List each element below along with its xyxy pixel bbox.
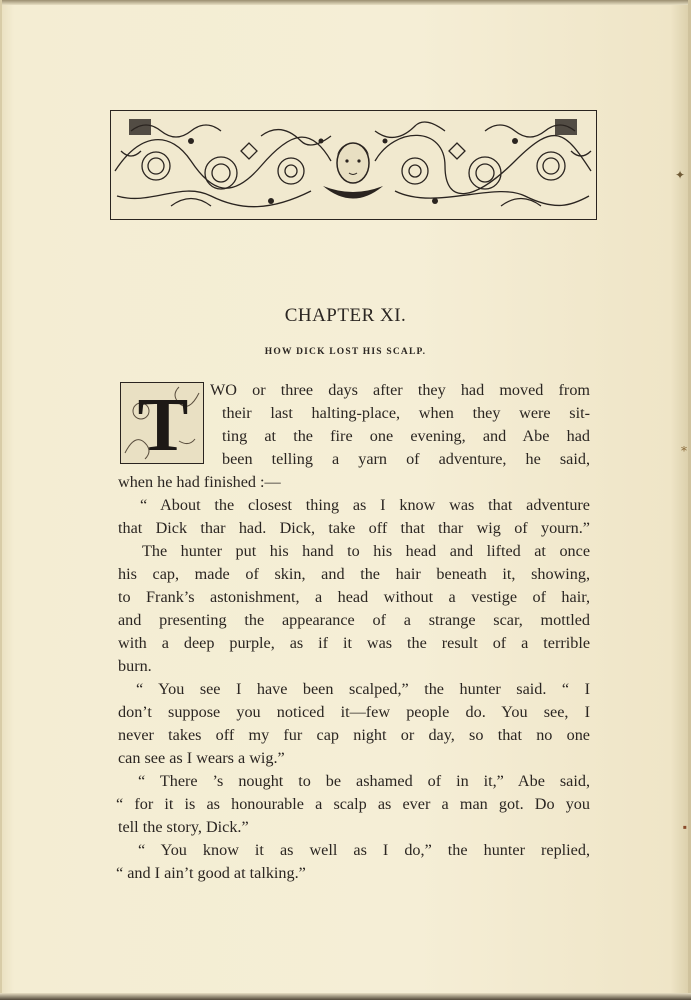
text-line: WO or three days after they had moved from (210, 381, 590, 399)
text-line: to Frank’s astonishment, a head without a vestige of hair, (118, 588, 590, 606)
page-bottom-edge (0, 993, 691, 1000)
dropcap-initial (120, 382, 204, 467)
dropcap-letter: T (137, 383, 189, 467)
margin-mark: ⁎ (681, 440, 687, 454)
chapter-heading: CHAPTER XI. (284, 305, 407, 326)
margin-mark: ▪ (682, 820, 687, 834)
text-line: “ There ’s nought to be ashamed of in it,” Abe said, (138, 772, 590, 790)
text-line: “ About the closest thing as I know was that adventure (140, 496, 590, 514)
chapter-subtitle: HOW DICK LOST HIS SCALP. (264, 347, 427, 357)
text-line: don’t suppose you noticed it—few people do. You see, I (118, 703, 590, 721)
text-line: never takes off my fur cap night or day, so that no one (118, 726, 590, 744)
text-line: when he had finished :— (118, 473, 281, 491)
margin-mark: ✦ (674, 168, 685, 182)
page-top-edge (0, 0, 691, 5)
text-line: tell the story, Dick.” (118, 818, 249, 836)
text-line: and presenting the appearance of a strange scar, mottled (118, 611, 590, 629)
text-line: burn. (118, 657, 152, 675)
page-left-edge (0, 0, 2, 1000)
text-line: “ and I ain’t good at talking.” (116, 864, 306, 882)
text-line: that Dick thar had. Dick, take off that thar wig of yourn.” (118, 519, 590, 537)
text-line: “ You know it as well as I do,” the hunter replied, (138, 841, 590, 859)
text-line: “ for it is as honourable a scalp as ever a man got. Do you (116, 795, 590, 813)
ornamental-headpiece (110, 110, 597, 220)
text-line: can see as I wears a wig.” (118, 749, 285, 767)
scrollwork-illustration (111, 111, 595, 218)
text-line: “ You see I have been scalped,” the hunter said. “ I (136, 680, 590, 698)
text-line: ting at the fire one evening, and Abe had (222, 427, 590, 445)
text-line: The hunter put his hand to his head and lifted at once (142, 542, 590, 560)
text-line: his cap, made of skin, and the hair beneath it, showing, (118, 565, 590, 583)
text-line: their last halting-place, when they were sit- (222, 404, 590, 422)
text-line: been telling a yarn of adventure, he said, (222, 450, 590, 468)
text-line: with a deep purple, as if it was the result of a terrible (118, 634, 590, 652)
